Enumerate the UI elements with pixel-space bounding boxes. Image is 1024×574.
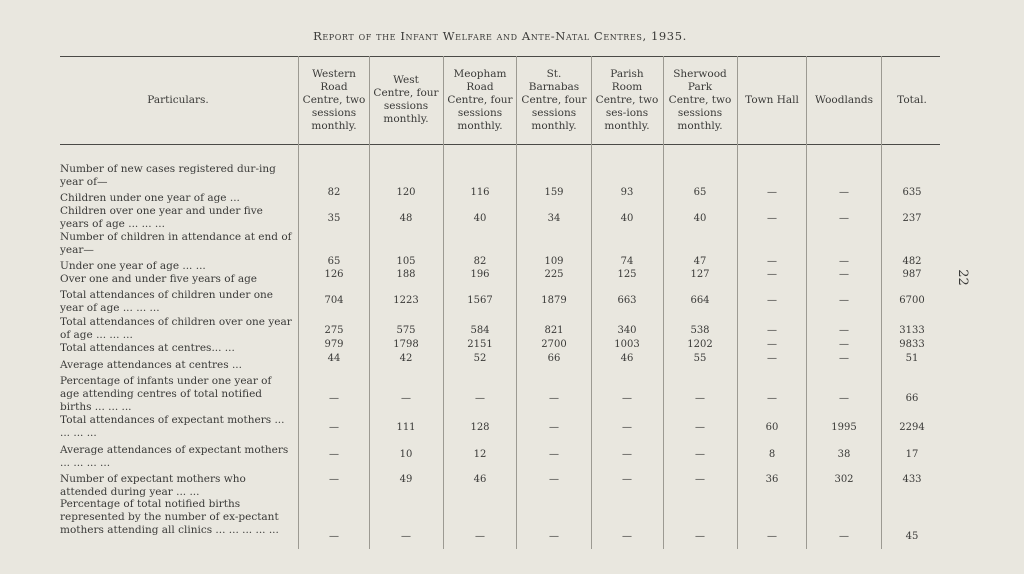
table-cell: 55	[693, 353, 707, 364]
table-cell: —	[695, 393, 705, 404]
table-cell: 65	[327, 256, 341, 267]
table-cell: 60	[765, 422, 779, 433]
table-cell: 36	[765, 474, 779, 485]
page-title: Report of the Infant Welfare and Ante-Natal Centres, 1935.	[313, 29, 687, 43]
table-cell: —	[329, 422, 339, 433]
table-cell: —	[767, 325, 777, 336]
table-cell: 8	[768, 449, 776, 460]
table-cell: 482	[902, 256, 922, 267]
table-cell: —	[549, 393, 559, 404]
table-cell: 17	[905, 449, 919, 460]
table-cell: —	[329, 474, 339, 485]
table-cell: 52	[473, 353, 487, 364]
table-cell: —	[475, 393, 485, 404]
table-cell: —	[839, 256, 849, 267]
table-cell: —	[401, 531, 411, 542]
table-cell: 42	[399, 353, 413, 364]
table-cell: —	[767, 187, 777, 198]
row-label: Number of new cases registered dur-ing year of—	[60, 163, 276, 188]
table-cell: 6700	[899, 295, 925, 306]
column-divider	[737, 56, 738, 549]
table-cell: 109	[544, 256, 564, 267]
table-cell: 821	[544, 325, 564, 336]
table-cell: —	[839, 269, 849, 280]
table-cell: —	[695, 422, 705, 433]
row-label: Number of children in attendance at end of year—	[60, 231, 292, 256]
column-divider	[881, 56, 882, 549]
table-cell: 105	[396, 256, 416, 267]
header-town-hall: Town Hall	[745, 93, 799, 106]
column-divider	[369, 56, 370, 549]
table-cell: 128	[470, 422, 490, 433]
table-cell: —	[767, 269, 777, 280]
table-cell: —	[839, 393, 849, 404]
table-cell: 48	[399, 213, 413, 224]
table-cell: 575	[396, 325, 416, 336]
table-cell: 302	[834, 474, 854, 485]
table-cell: 188	[396, 269, 416, 280]
header-particulars: Particulars.	[147, 93, 209, 106]
table-cell: 1798	[393, 339, 419, 350]
table-cell: 40	[693, 213, 707, 224]
table-cell: —	[622, 393, 632, 404]
table-cell: 127	[690, 269, 710, 280]
table-cell: 47	[693, 256, 707, 267]
table-cell: 34	[547, 213, 561, 224]
table-cell: —	[839, 213, 849, 224]
table-cell: 116	[470, 187, 490, 198]
table-cell: 111	[396, 422, 416, 433]
page-number: 22	[954, 269, 970, 286]
header-st-barnabas: St. Barnabas Centre, four sessions monthly.	[521, 67, 587, 132]
table-cell: —	[767, 393, 777, 404]
table-cell: 987	[902, 269, 922, 280]
table-cell: 635	[902, 187, 922, 198]
table-cell: —	[622, 449, 632, 460]
table-cell: 49	[399, 474, 413, 485]
table-cell: 10	[399, 449, 413, 460]
row-label: Percentage of infants under one year of age attending centres of total notified births ... ... ...	[60, 375, 272, 413]
header-woodlands: Woodlands	[815, 93, 873, 106]
row-label: Children over one year and under five years of age ... ... ...	[60, 205, 263, 230]
table-cell: 340	[617, 325, 637, 336]
table-cell: 1995	[831, 422, 857, 433]
table-cell: 45	[905, 531, 919, 542]
header-western-road: Western Road Centre, two sessions monthly.	[302, 67, 366, 132]
table-cell: 225	[544, 269, 564, 280]
table-cell: 82	[327, 187, 341, 198]
table-cell: —	[695, 474, 705, 485]
row-label: Number of expectant mothers who attended during year ... ...	[60, 473, 246, 498]
table-cell: 2151	[467, 339, 493, 350]
table-cell: 663	[617, 295, 637, 306]
table-cell: —	[839, 187, 849, 198]
table-cell: 1567	[467, 295, 493, 306]
table-cell: 82	[473, 256, 487, 267]
row-label: Average attendances at centres ...	[60, 359, 242, 371]
table-cell: 65	[693, 187, 707, 198]
table-cell: 125	[617, 269, 637, 280]
table-cell: 38	[837, 449, 851, 460]
table-cell: 2294	[899, 422, 925, 433]
table-cell: —	[622, 422, 632, 433]
table-cell: —	[329, 531, 339, 542]
header-west-centre: West Centre, four sessions monthly.	[373, 74, 439, 125]
column-divider	[591, 56, 592, 549]
table-cell: —	[329, 393, 339, 404]
table-cell: 1223	[393, 295, 419, 306]
table-cell: 237	[902, 213, 922, 224]
table-cell: —	[839, 531, 849, 542]
table-cell: —	[401, 393, 411, 404]
table-cell: 704	[324, 295, 344, 306]
table-cell: —	[767, 339, 777, 350]
row-label: Percentage of total notified births represented by the number of ex-pectant mothers attending all clinics ... ... ... ... ...	[60, 498, 279, 536]
row-label: Average attendances of expectant mothers ... ... ... ...	[60, 444, 289, 469]
table-cell: —	[767, 353, 777, 364]
table-cell: —	[767, 213, 777, 224]
table-cell: —	[839, 339, 849, 350]
table-cell: —	[839, 325, 849, 336]
table-cell: 66	[905, 393, 919, 404]
table-cell: 12	[473, 449, 487, 460]
table-cell: 1003	[614, 339, 640, 350]
table-cell: 275	[324, 325, 344, 336]
header-sherwood-park: Sherwood Park Centre, two sessions monthly.	[668, 67, 732, 132]
table-cell: —	[839, 295, 849, 306]
table-cell: —	[549, 422, 559, 433]
row-label: Total attendances of children under one year of age ... ... ...	[60, 289, 273, 314]
table-cell: —	[475, 531, 485, 542]
table-cell: 664	[690, 295, 710, 306]
table-cell: 120	[396, 187, 416, 198]
table-cell: —	[622, 531, 632, 542]
row-label: Under one year of age ... ...	[60, 260, 206, 272]
table-cell: 44	[327, 353, 341, 364]
table-cell: —	[767, 256, 777, 267]
table-cell: 74	[620, 256, 634, 267]
table-cell: 40	[473, 213, 487, 224]
table-cell: —	[549, 449, 559, 460]
table-cell: 93	[620, 187, 634, 198]
table-cell: —	[622, 474, 632, 485]
table-cell: 46	[620, 353, 634, 364]
table-cell: 40	[620, 213, 634, 224]
table-cell: —	[767, 531, 777, 542]
table-cell: 1879	[541, 295, 567, 306]
column-divider	[663, 56, 664, 549]
table-cell: 2700	[541, 339, 567, 350]
column-divider	[806, 56, 807, 549]
row-label: Over one and under five years of age	[60, 273, 258, 285]
table-cell: 3133	[899, 325, 925, 336]
column-divider	[298, 56, 299, 549]
table-cell: 66	[547, 353, 561, 364]
table-cell: 979	[324, 339, 344, 350]
row-label: Children under one year of age ...	[60, 192, 240, 204]
row-label: Total attendances of children over one year of age ... ... ...	[60, 316, 292, 341]
header-rule	[60, 144, 940, 145]
table-cell: —	[549, 474, 559, 485]
row-label: Total attendances at centres... ...	[60, 342, 235, 354]
table-cell: —	[549, 531, 559, 542]
header-total: Total.	[897, 93, 927, 106]
table-cell: 1202	[687, 339, 713, 350]
table-cell: 584	[470, 325, 490, 336]
table-cell: 9833	[899, 339, 925, 350]
table-cell: —	[695, 531, 705, 542]
column-divider	[516, 56, 517, 549]
table-cell: 159	[544, 187, 564, 198]
table-cell: 35	[327, 213, 341, 224]
table-cell: —	[329, 449, 339, 460]
table-cell: 51	[905, 353, 919, 364]
row-label: Total attendances of expectant mothers ... ... ... ...	[60, 414, 285, 439]
header-parish-room: Parish Room Centre, two ses-ions monthly.	[595, 67, 659, 132]
table-cell: —	[695, 449, 705, 460]
table-cell: 126	[324, 269, 344, 280]
table-cell: 46	[473, 474, 487, 485]
table-cell: —	[767, 295, 777, 306]
header-meopham-road: Meopham Road Centre, four sessions monthly.	[447, 67, 513, 132]
column-divider	[443, 56, 444, 549]
table-cell: —	[839, 353, 849, 364]
table-cell: 538	[690, 325, 710, 336]
table-cell: 196	[470, 269, 490, 280]
table-cell: 433	[902, 474, 922, 485]
